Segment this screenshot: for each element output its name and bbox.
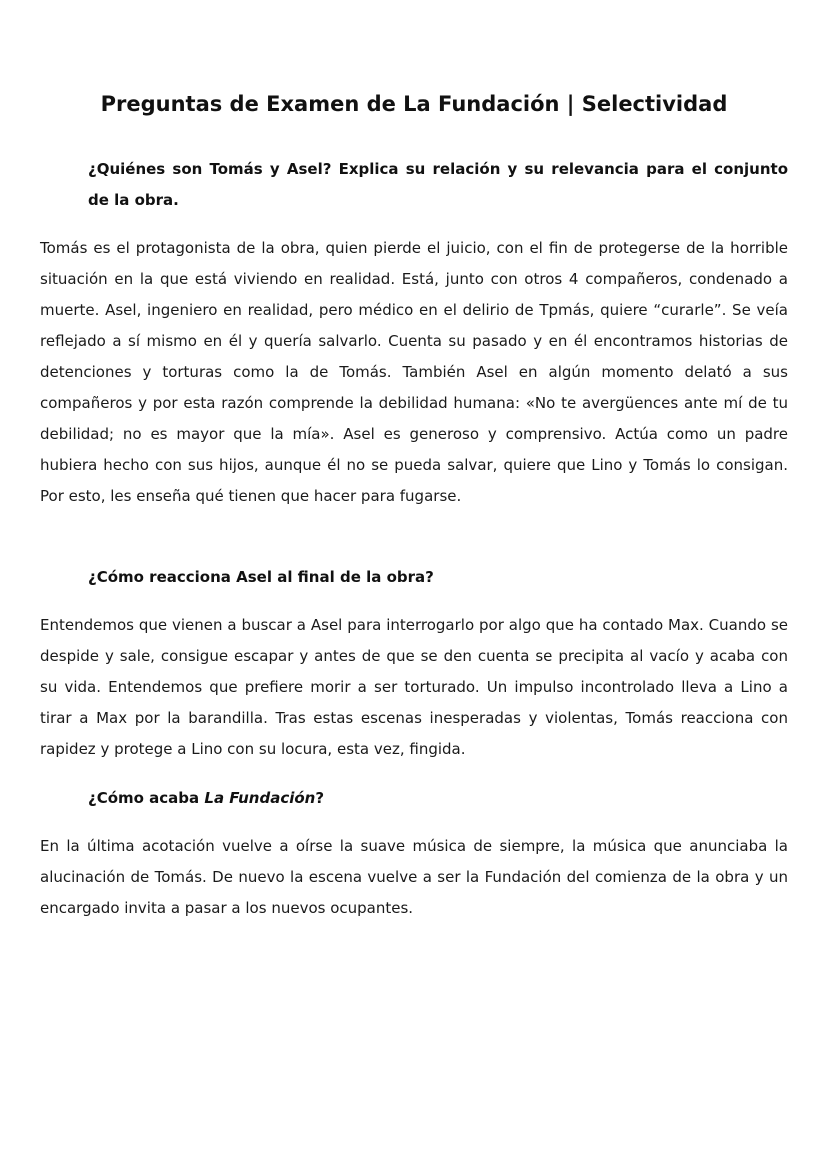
answer-2: Entendemos que vienen a buscar a Asel para interrogarlo por algo que ha contado Max. Cuando se despide y sale, consigue escapar y antes de que se den cuenta se precipita al vacío y acaba con su vida. Entendemos que prefiere morir a ser torturado. Un impulso incontrolado lleva a Lino a tirar a Max por la barandilla. Tras estas escenas inesperadas y violentas, Tomás reacciona con rapidez y protege a Lino con su locura, esta vez, fingida. bbox=[40, 616, 788, 758]
answer-1: Tomás es el protagonista de la obra, quien pierde el juicio, con el fin de protegerse de la horrible situación en la que está viviendo en realidad. Está, junto con otros 4 compañeros, condenado a muerte. Asel, ingeniero en realidad, pero médico en el delirio de Tpmás, quiere “curarle”. Se veía reflejado a sí mismo en él y quería salvarlo. Cuenta su pasado y en él encontramos historias de detenciones y torturas como la de Tomás. También Asel en algún momento delató a sus compañeros y por esta razón comprende la debilidad humana: «No te avergüences ante mí de tu debilidad; no es mayor que la mía». Asel es generoso y comprensivo. Actúa como un padre hubiera hecho con sus hijos, aunque él no se pueda salvar, quiere que Lino y Tomás lo consigan. Por esto, les enseña qué tienen que hacer para fugarse. bbox=[40, 239, 788, 505]
question-3-work-title: La Fundación bbox=[204, 789, 316, 807]
question-3-prefix: ¿Cómo acaba bbox=[88, 789, 205, 807]
answer-3: En la última acotación vuelve a oírse la suave música de siempre, la música que anunciaba la alucinación de Tomás. De nuevo la escena vuelve a ser la Fundación del comienza de la obra y un encargado invita a pasar a los nuevos ocupantes. bbox=[40, 837, 788, 917]
question-3-suffix: ? bbox=[315, 789, 325, 807]
question-2: ¿Cómo reacciona Asel al final de la obra? bbox=[88, 568, 434, 586]
document-title: Preguntas de Examen de La Fundación | Selectividad bbox=[100, 92, 728, 116]
question-3 bbox=[88, 783, 788, 814]
question-1: ¿Quiénes son Tomás y Asel? Explica su relación y su relevancia para el conjunto de la obra. bbox=[88, 160, 788, 209]
